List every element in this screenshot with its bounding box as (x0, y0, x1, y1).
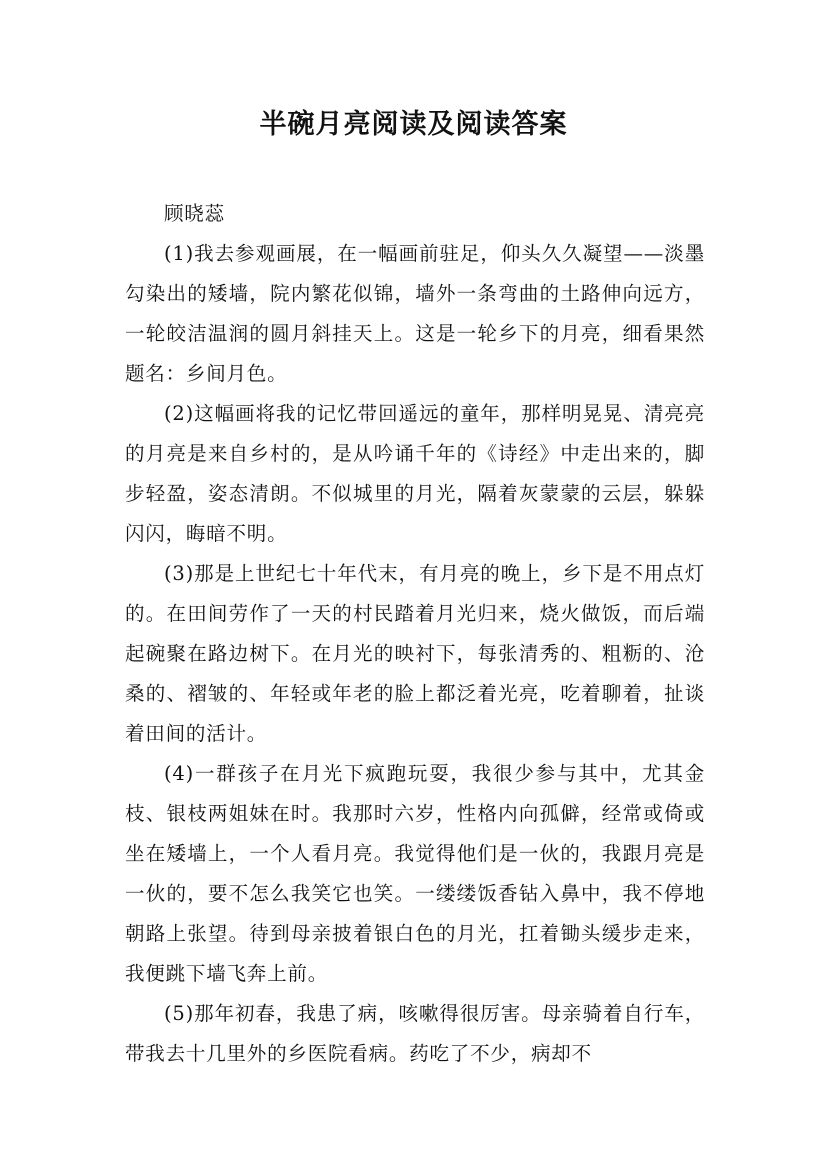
paragraph-5: (5)那年初春，我患了病，咳嗽得很厉害。母亲骑着自行车，带我去十几里外的乡医院看病。药吃了不少，病却不 (125, 1002, 705, 1065)
author-name: 顾晓蕊 (164, 202, 225, 225)
paragraph-3: (3)那是上世纪七十年代末，有月亮的晚上，乡下是不用点灯的。在田间劳作了一天的村民踏着月光归来，烧火做饭，而后端起碗聚在路边树下。在月光的映衬下，每张清秀的、粗粝的、沧桑的、褶皱的、年轻或年老的脸上都泛着光亮，吃着聊着，扯谈着田间的活计。 (125, 562, 705, 745)
paragraph-2: (2)这幅画将我的记忆带回遥远的童年，那样明晃晃、清亮亮的月亮是来自乡村的，是从吟诵千年的《诗经》中走出来的，脚步轻盈，姿态清朗。不似城里的月光，隔着灰蒙蒙的云层，躲躲闪闪，晦暗不明。 (125, 402, 705, 545)
paragraph-4: (4)一群孩子在月光下疯跑玩耍，我很少参与其中，尤其金枝、银枝两姐妹在时。我那时六岁，性格内向孤僻，经常或倚或坐在矮墙上，一个人看月亮。我觉得他们是一伙的，我跟月亮是一伙的，要不怎么我笑它也笑。一缕缕饭香钻入鼻中，我不停地朝路上张望。待到母亲披着银白色的月光，扛着锄头缓步走来，我便跳下墙飞奔上前。 (125, 762, 705, 985)
document-title: 半碗月亮阅读及阅读答案 (259, 109, 568, 140)
article-body (125, 194, 705, 1074)
paragraph-1: (1)我去参观画展，在一幅画前驻足，仰头久久凝望——淡墨勾染出的矮墙，院内繁花似锦，墙外一条弯曲的土路伸向远方，一轮皎洁温润的圆月斜挂天上。这是一轮乡下的月亮，细看果然题名：乡间月色。 (125, 242, 705, 385)
